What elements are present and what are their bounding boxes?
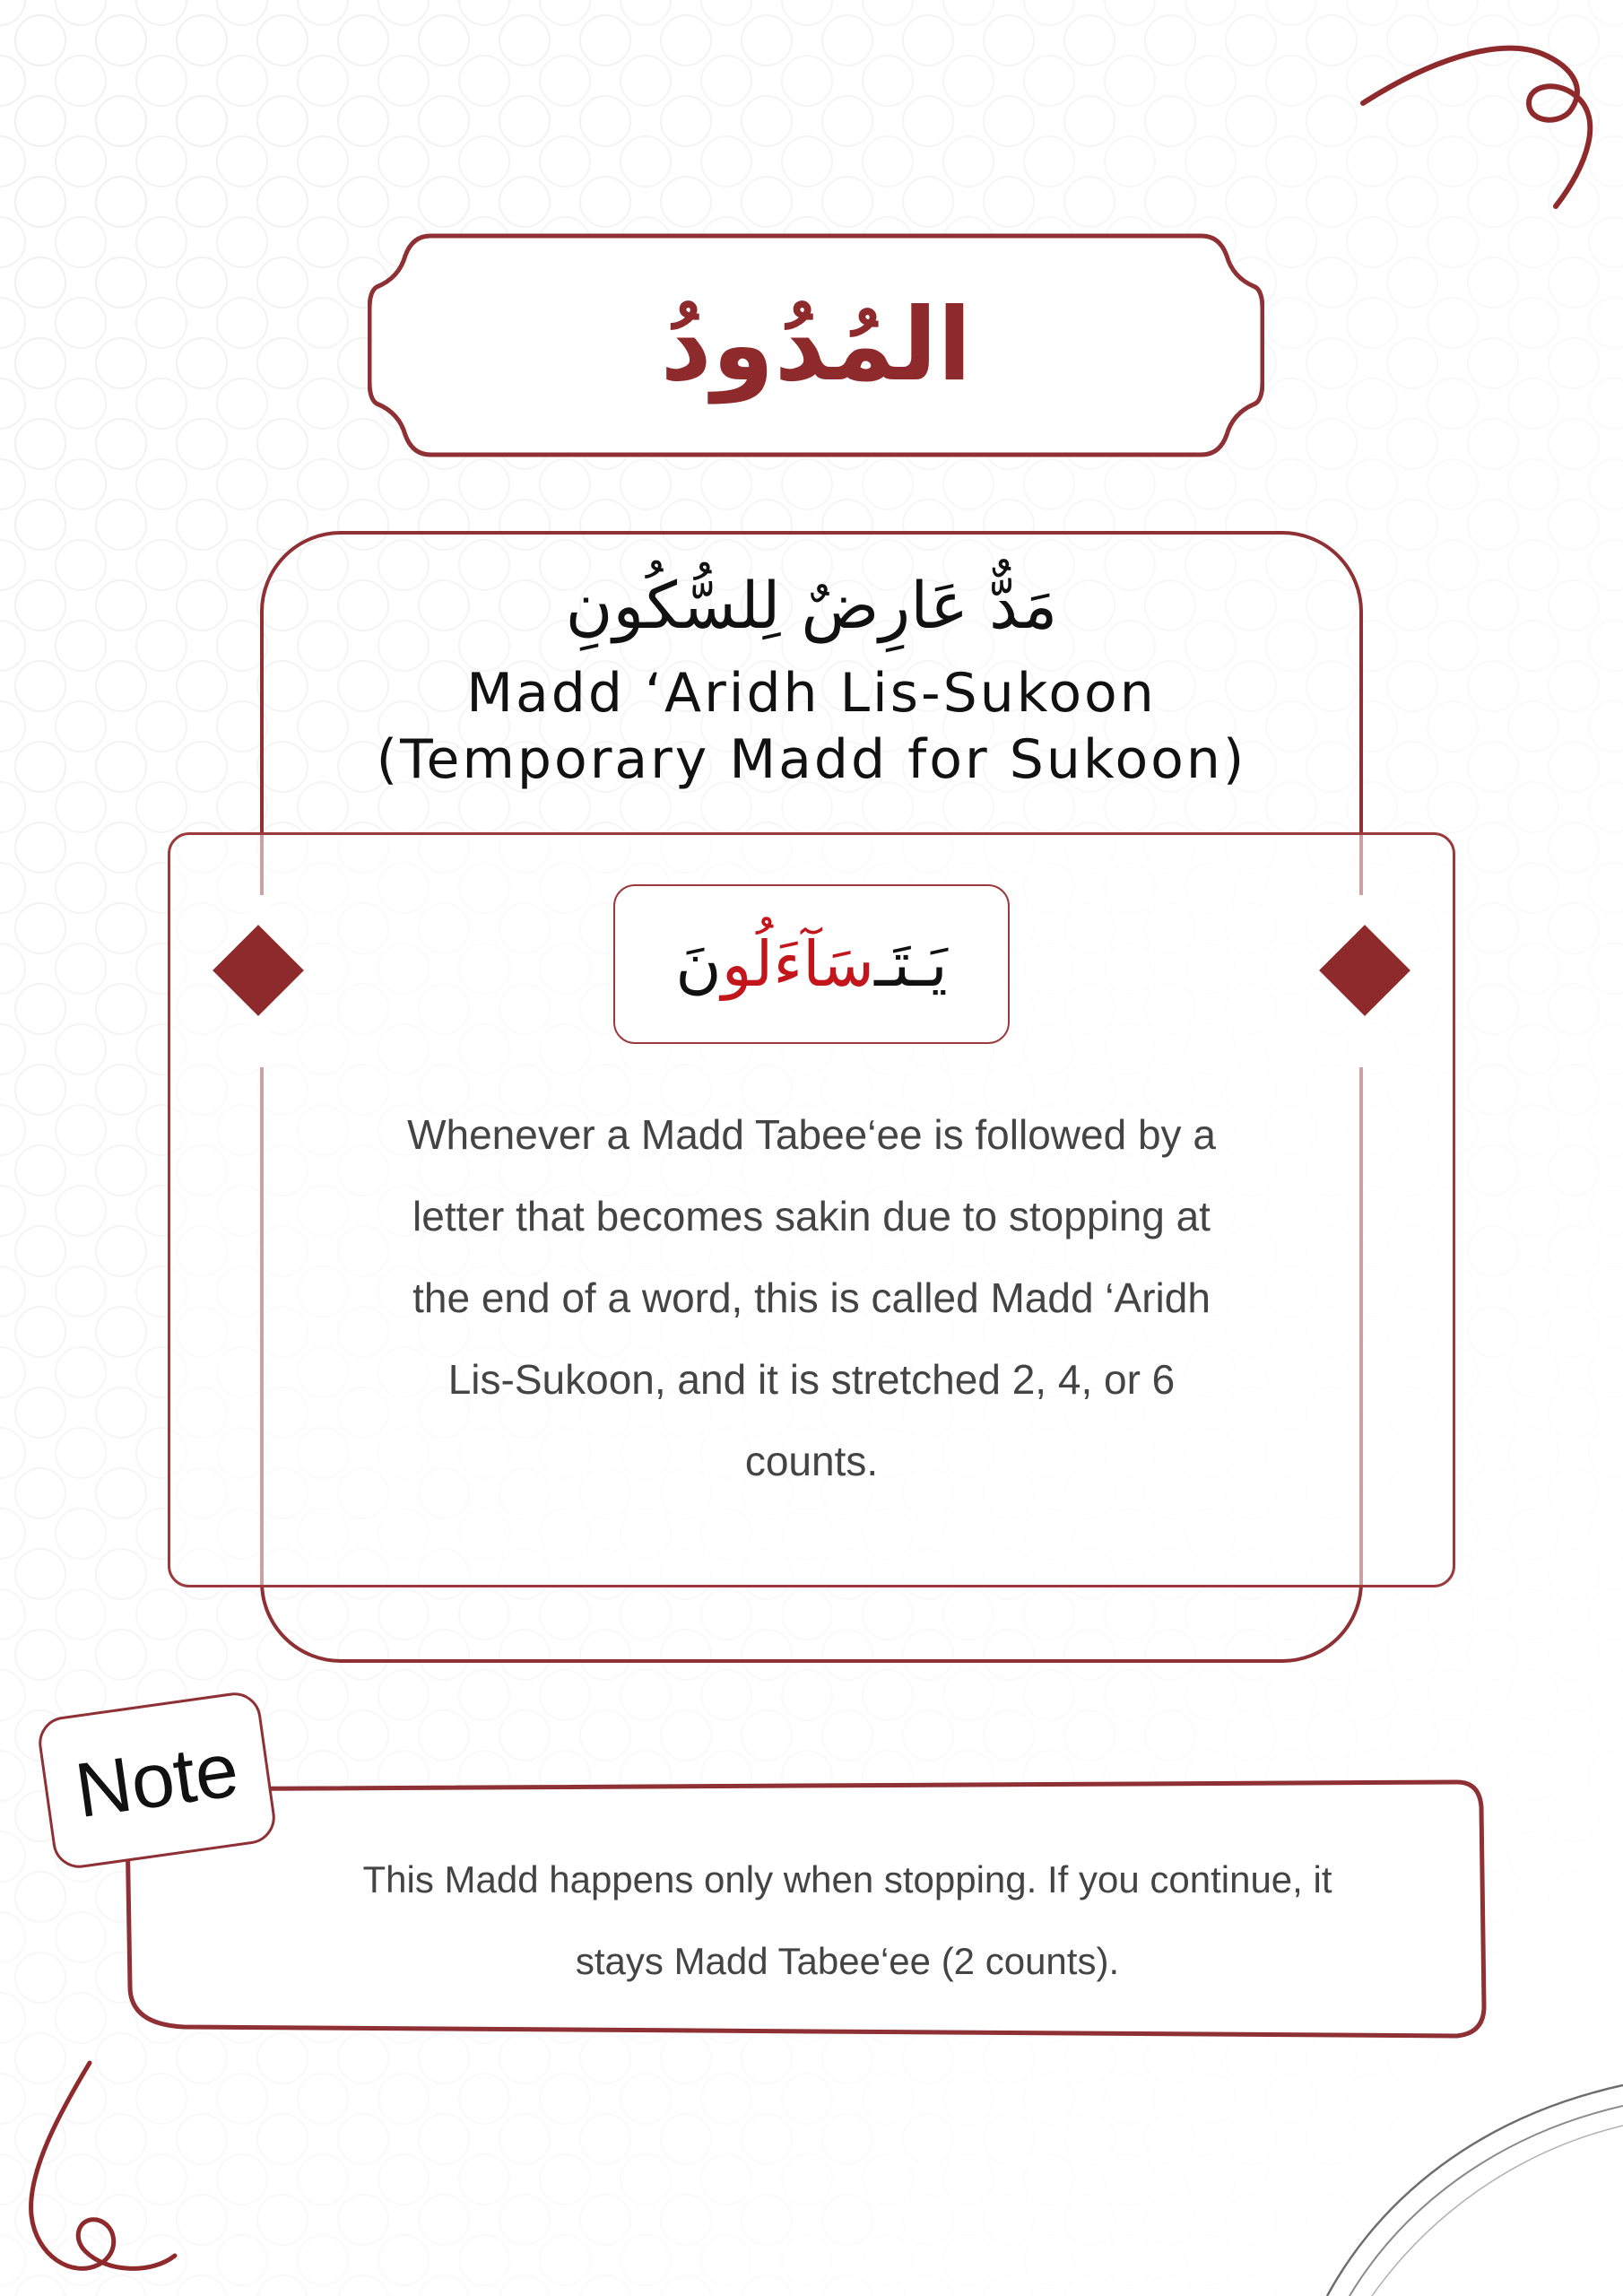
note-tag: Note xyxy=(35,1689,278,1871)
swirl-decoration-top xyxy=(1345,18,1614,215)
example-word-highlight: سَآءَلُو xyxy=(721,927,875,1001)
rule-explanation: Whenever a Madd Tabee‘ee is followed by a letter that becomes sakin due to stopping at the end of a word, this is called Madd ‘Aridh Lis-Sukoon, and it is stretched 2, 4, or 6 counts. xyxy=(407,1111,1216,1484)
page-title: المُدُودُ xyxy=(660,287,972,404)
rule-name-english xyxy=(269,660,1354,793)
rule-name-translation: (Temporary Madd for Sukoon) xyxy=(376,728,1247,791)
arc-decoration xyxy=(1300,2063,1623,2296)
swirl-decoration-bottom xyxy=(18,2054,197,2287)
example-word-end: نَ xyxy=(675,927,722,1001)
rule-name-arabic: مَدٌّ عَارِضٌ لِلسُّكُونِ xyxy=(565,568,1058,643)
rule-name-transliteration: Madd ‘Aridh Lis-Sukoon xyxy=(466,662,1157,725)
example-word-start: يَـتَـ xyxy=(874,927,948,1001)
example-word xyxy=(613,884,1010,1044)
note-text: This Madd happens only when stopping. If you continue, it stays Madd Tabee‘ee (2 counts). xyxy=(362,1858,1332,1982)
